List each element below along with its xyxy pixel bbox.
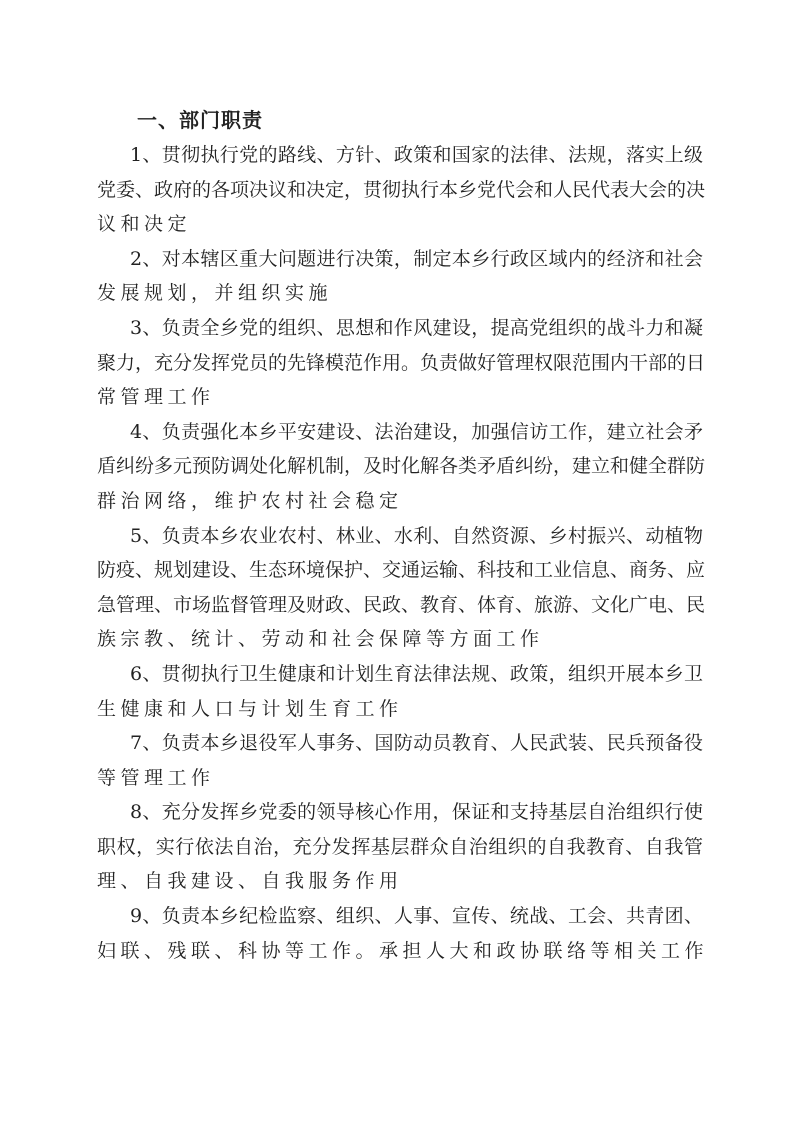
paragraph-line: 聚力，充分发挥党员的先锋模范作用。负责做好管理权限范围内干部的日 xyxy=(97,351,706,374)
paragraph-line: 9、负责本乡纪检监察、组织、人事、宣传、统战、工会、共青团、 xyxy=(130,905,703,928)
paragraph-line: 群治网络，维护农村社会稳定 xyxy=(97,489,403,512)
paragraph-line: 发展规划，并组织实施 xyxy=(97,282,333,305)
paragraph-line: 常管理工作 xyxy=(97,386,215,409)
paragraph-line: 生健康和人口与计划生育工作 xyxy=(97,697,403,720)
paragraph-line: 4、负责强化本乡平安建设、法治建设，加强信访工作，建立社会矛 xyxy=(130,420,703,443)
paragraph-line: 党委、政府的各项决议和决定，贯彻执行本乡党代会和人民代表大会的决 xyxy=(97,178,706,201)
paragraph-line: 6、贯彻执行卫生健康和计划生育法律法规、政策，组织开展本乡卫 xyxy=(130,662,703,685)
paragraph-line: 2、对本辖区重大问题进行决策，制定本乡行政区域内的经济和社会 xyxy=(130,247,703,270)
paragraph-line: 3、负责全乡党的组织、思想和作风建设，提高党组织的战斗力和凝 xyxy=(130,316,703,339)
document-body xyxy=(97,138,709,968)
duty-paragraph xyxy=(97,242,703,311)
duty-paragraph xyxy=(97,138,706,242)
paragraph-line: 议和决定 xyxy=(97,213,192,236)
paragraph-line: 理、自我建设、自我服务作用 xyxy=(97,870,403,893)
paragraph-line: 盾纠纷多元预防调处化解机制，及时化解各类矛盾纠纷，建立和健全群防 xyxy=(97,455,706,478)
paragraph-line: 5、负责本乡农业农村、林业、水利、自然资源、乡村振兴、动植物 xyxy=(130,524,703,547)
paragraph-line: 7、负责本乡退役军人事务、国防动员教育、人民武装、民兵预备役 xyxy=(130,732,703,755)
paragraph-line: 族宗教、统计、劳动和社会保障等方面工作 xyxy=(97,628,544,651)
duty-paragraph xyxy=(97,415,706,519)
paragraph-line: 8、充分发挥乡党委的领导核心作用，保证和支持基层自治组织行使 xyxy=(130,801,703,824)
paragraph-line: 等管理工作 xyxy=(97,766,215,789)
paragraph-line: 急管理、市场监督管理及财政、民政、教育、体育、旅游、文化广电、民 xyxy=(97,593,706,616)
duty-paragraph xyxy=(97,311,706,415)
duty-paragraph xyxy=(97,899,709,968)
duty-paragraph xyxy=(97,519,706,657)
duty-paragraph xyxy=(97,657,703,726)
duty-paragraph xyxy=(97,795,703,899)
section-heading: 一、部门职责 xyxy=(137,108,263,132)
duty-paragraph xyxy=(97,726,703,795)
paragraph-line: 1、贯彻执行党的路线、方针、政策和国家的法律、法规，落实上级 xyxy=(130,144,703,166)
paragraph-line: 防疫、规划建设、生态环境保护、交通运输、科技和工业信息、商务、应 xyxy=(97,559,706,582)
paragraph-line: 妇联、残联、科协等工作。承担人大和政协联络等相关工作 xyxy=(97,939,709,962)
paragraph-line: 职权，实行依法自治，充分发挥基层群众自治组织的自我教育、自我管 xyxy=(97,835,703,858)
